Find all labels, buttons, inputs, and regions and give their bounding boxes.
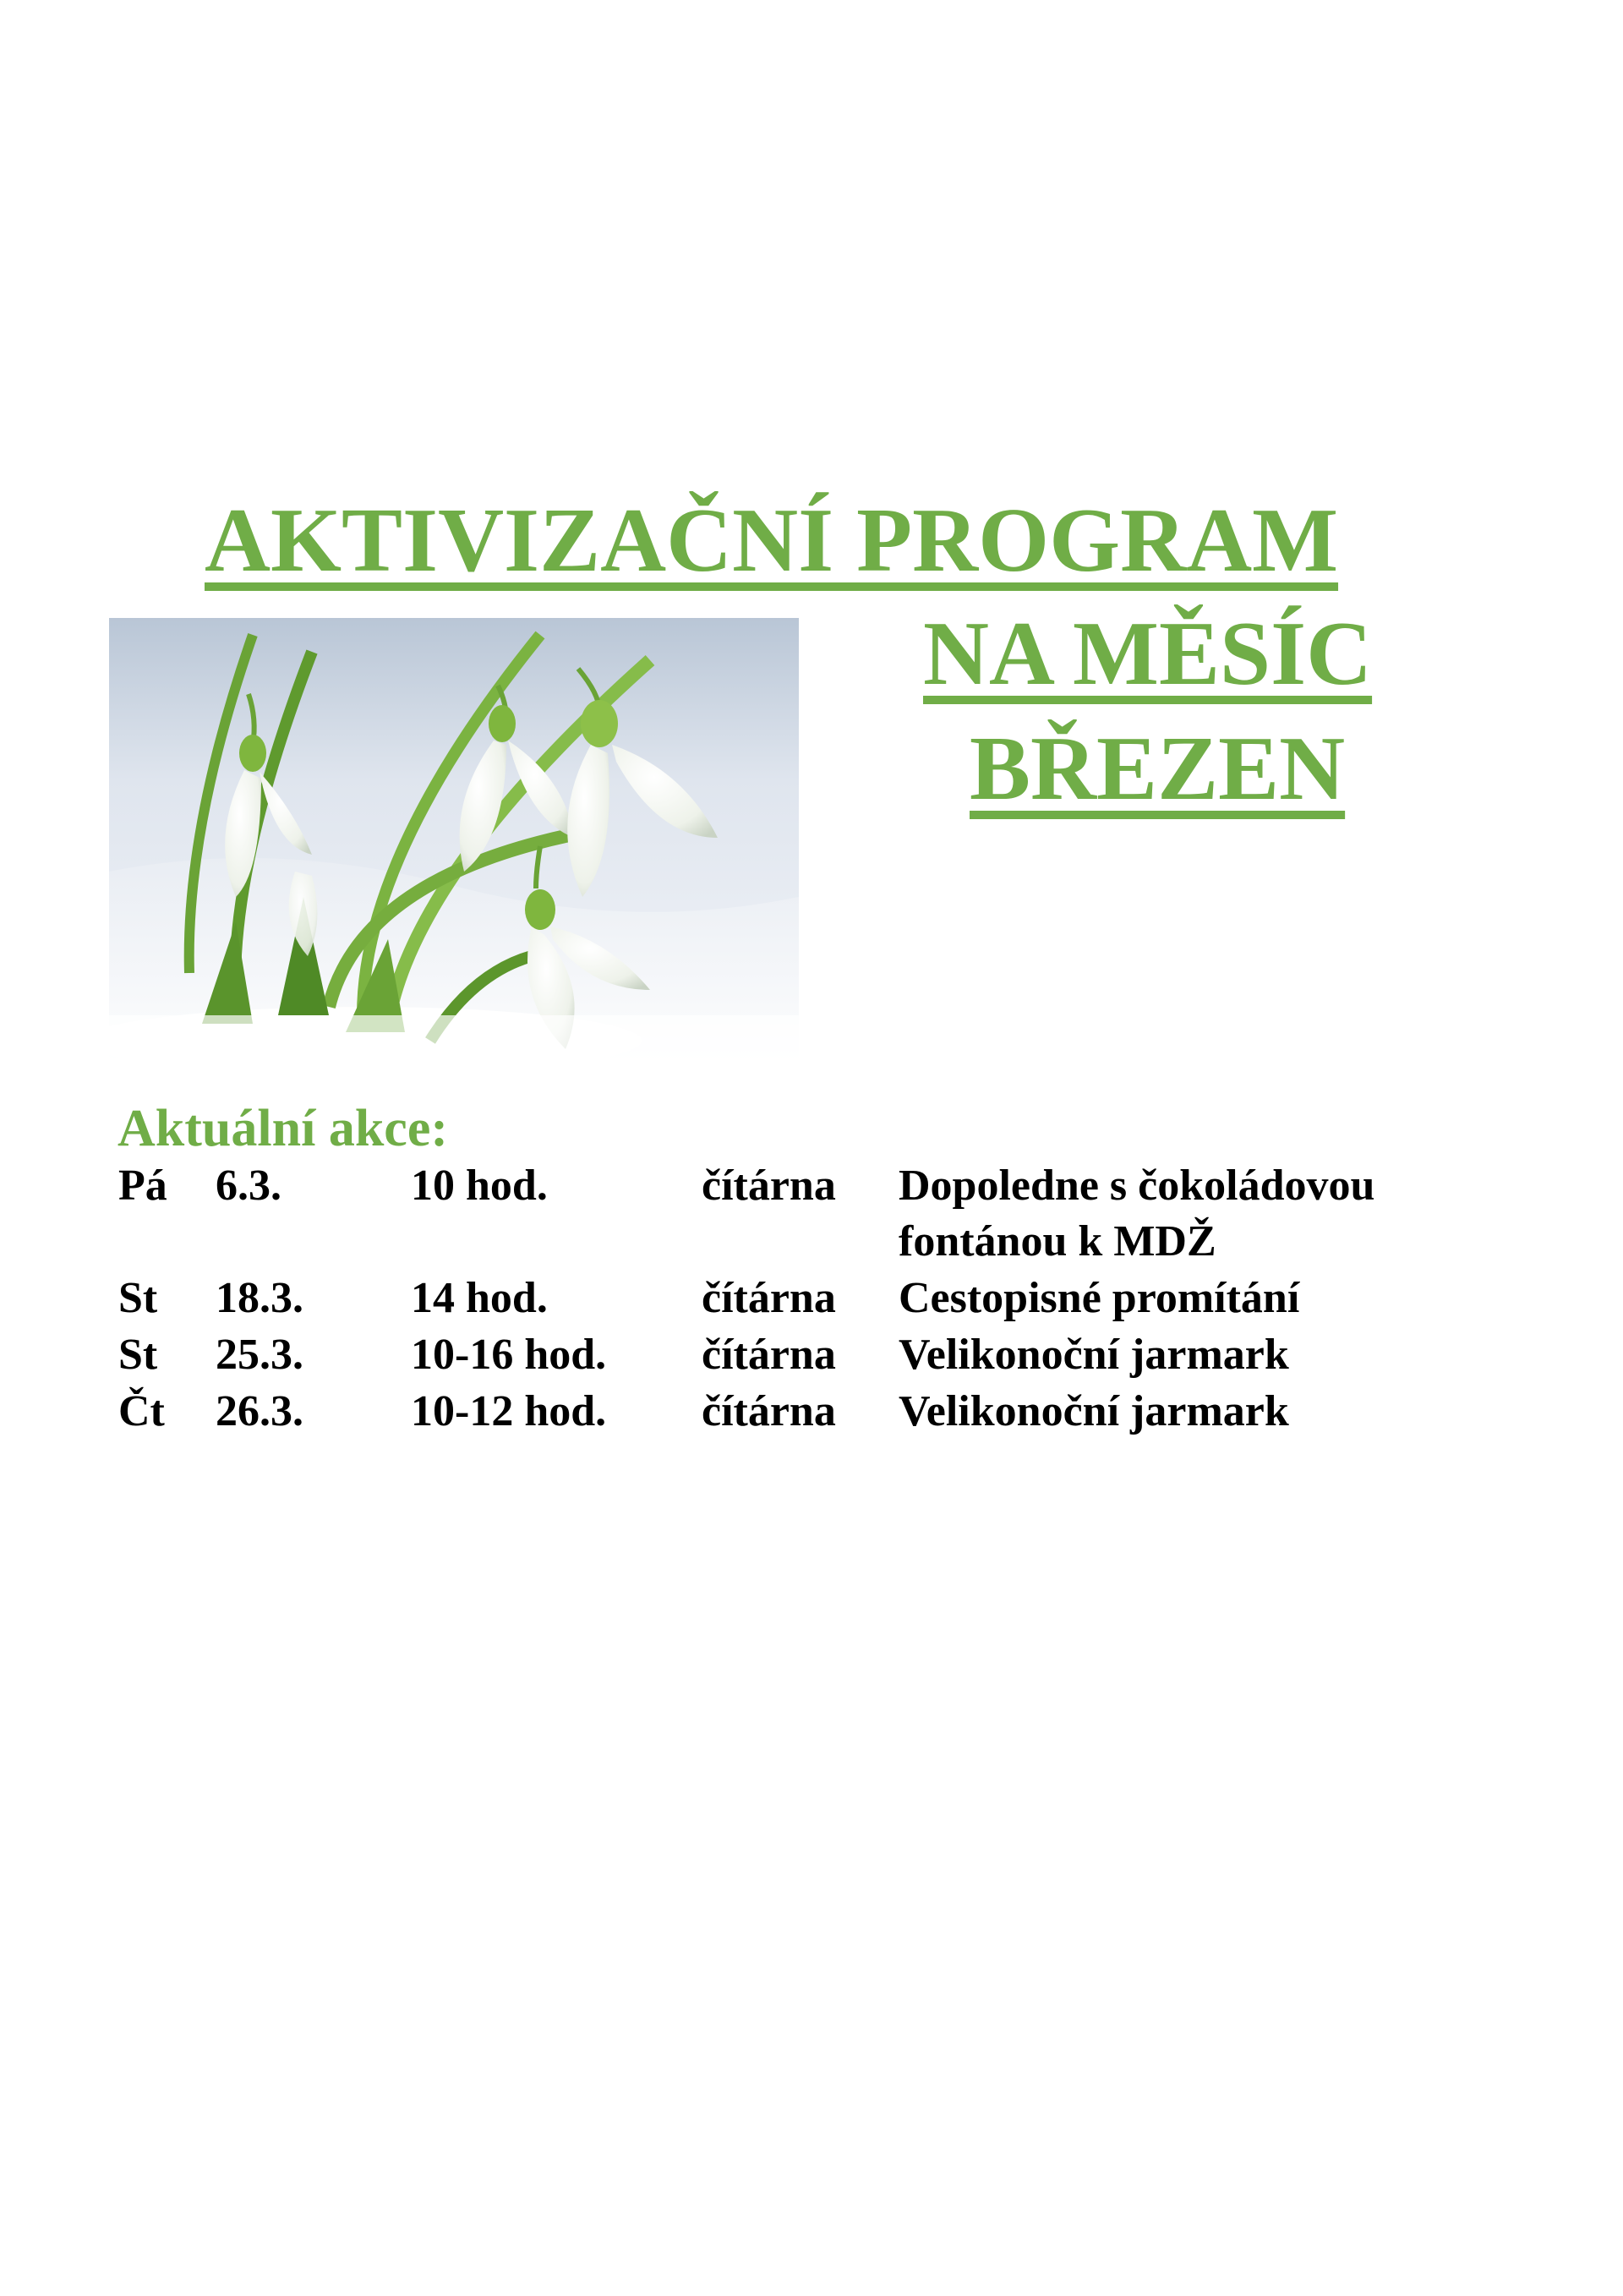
event-day: Pá [118, 1162, 167, 1210]
event-date: 18.3. [216, 1274, 303, 1322]
snowdrops-icon [109, 618, 799, 1081]
event-description-continued: fontánou k MDŽ [899, 1217, 1216, 1266]
event-day: St [118, 1331, 158, 1379]
event-date: 25.3. [216, 1331, 303, 1379]
event-place: čítárna [702, 1274, 836, 1322]
event-time: 14 hod. [411, 1274, 548, 1322]
title-line-2: NA MĚSÍC [923, 604, 1373, 704]
event-day: Čt [118, 1387, 165, 1435]
title-line-1: AKTIVIZAČNÍ PROGRAM [205, 490, 1339, 591]
snowdrops-photo [109, 618, 799, 1081]
event-time: 10-16 hod. [411, 1331, 607, 1379]
event-date: 26.3. [216, 1387, 303, 1435]
event-description: Velikonoční jarmark [899, 1387, 1289, 1435]
event-place: čítárna [702, 1331, 836, 1379]
title-line-3: BŘEZEN [970, 719, 1346, 819]
event-place: čítárna [702, 1162, 836, 1210]
event-day: St [118, 1274, 158, 1322]
event-date: 6.3. [216, 1162, 281, 1210]
event-description: Velikonoční jarmark [899, 1331, 1289, 1379]
event-place: čítárna [702, 1387, 836, 1435]
event-description: Cestopisné promítání [899, 1274, 1300, 1322]
section-heading: Aktuální akce: [117, 1100, 448, 1157]
event-time: 10 hod. [411, 1162, 548, 1210]
event-time: 10-12 hod. [411, 1387, 607, 1435]
event-description: Dopoledne s čokoládovou [899, 1162, 1375, 1210]
